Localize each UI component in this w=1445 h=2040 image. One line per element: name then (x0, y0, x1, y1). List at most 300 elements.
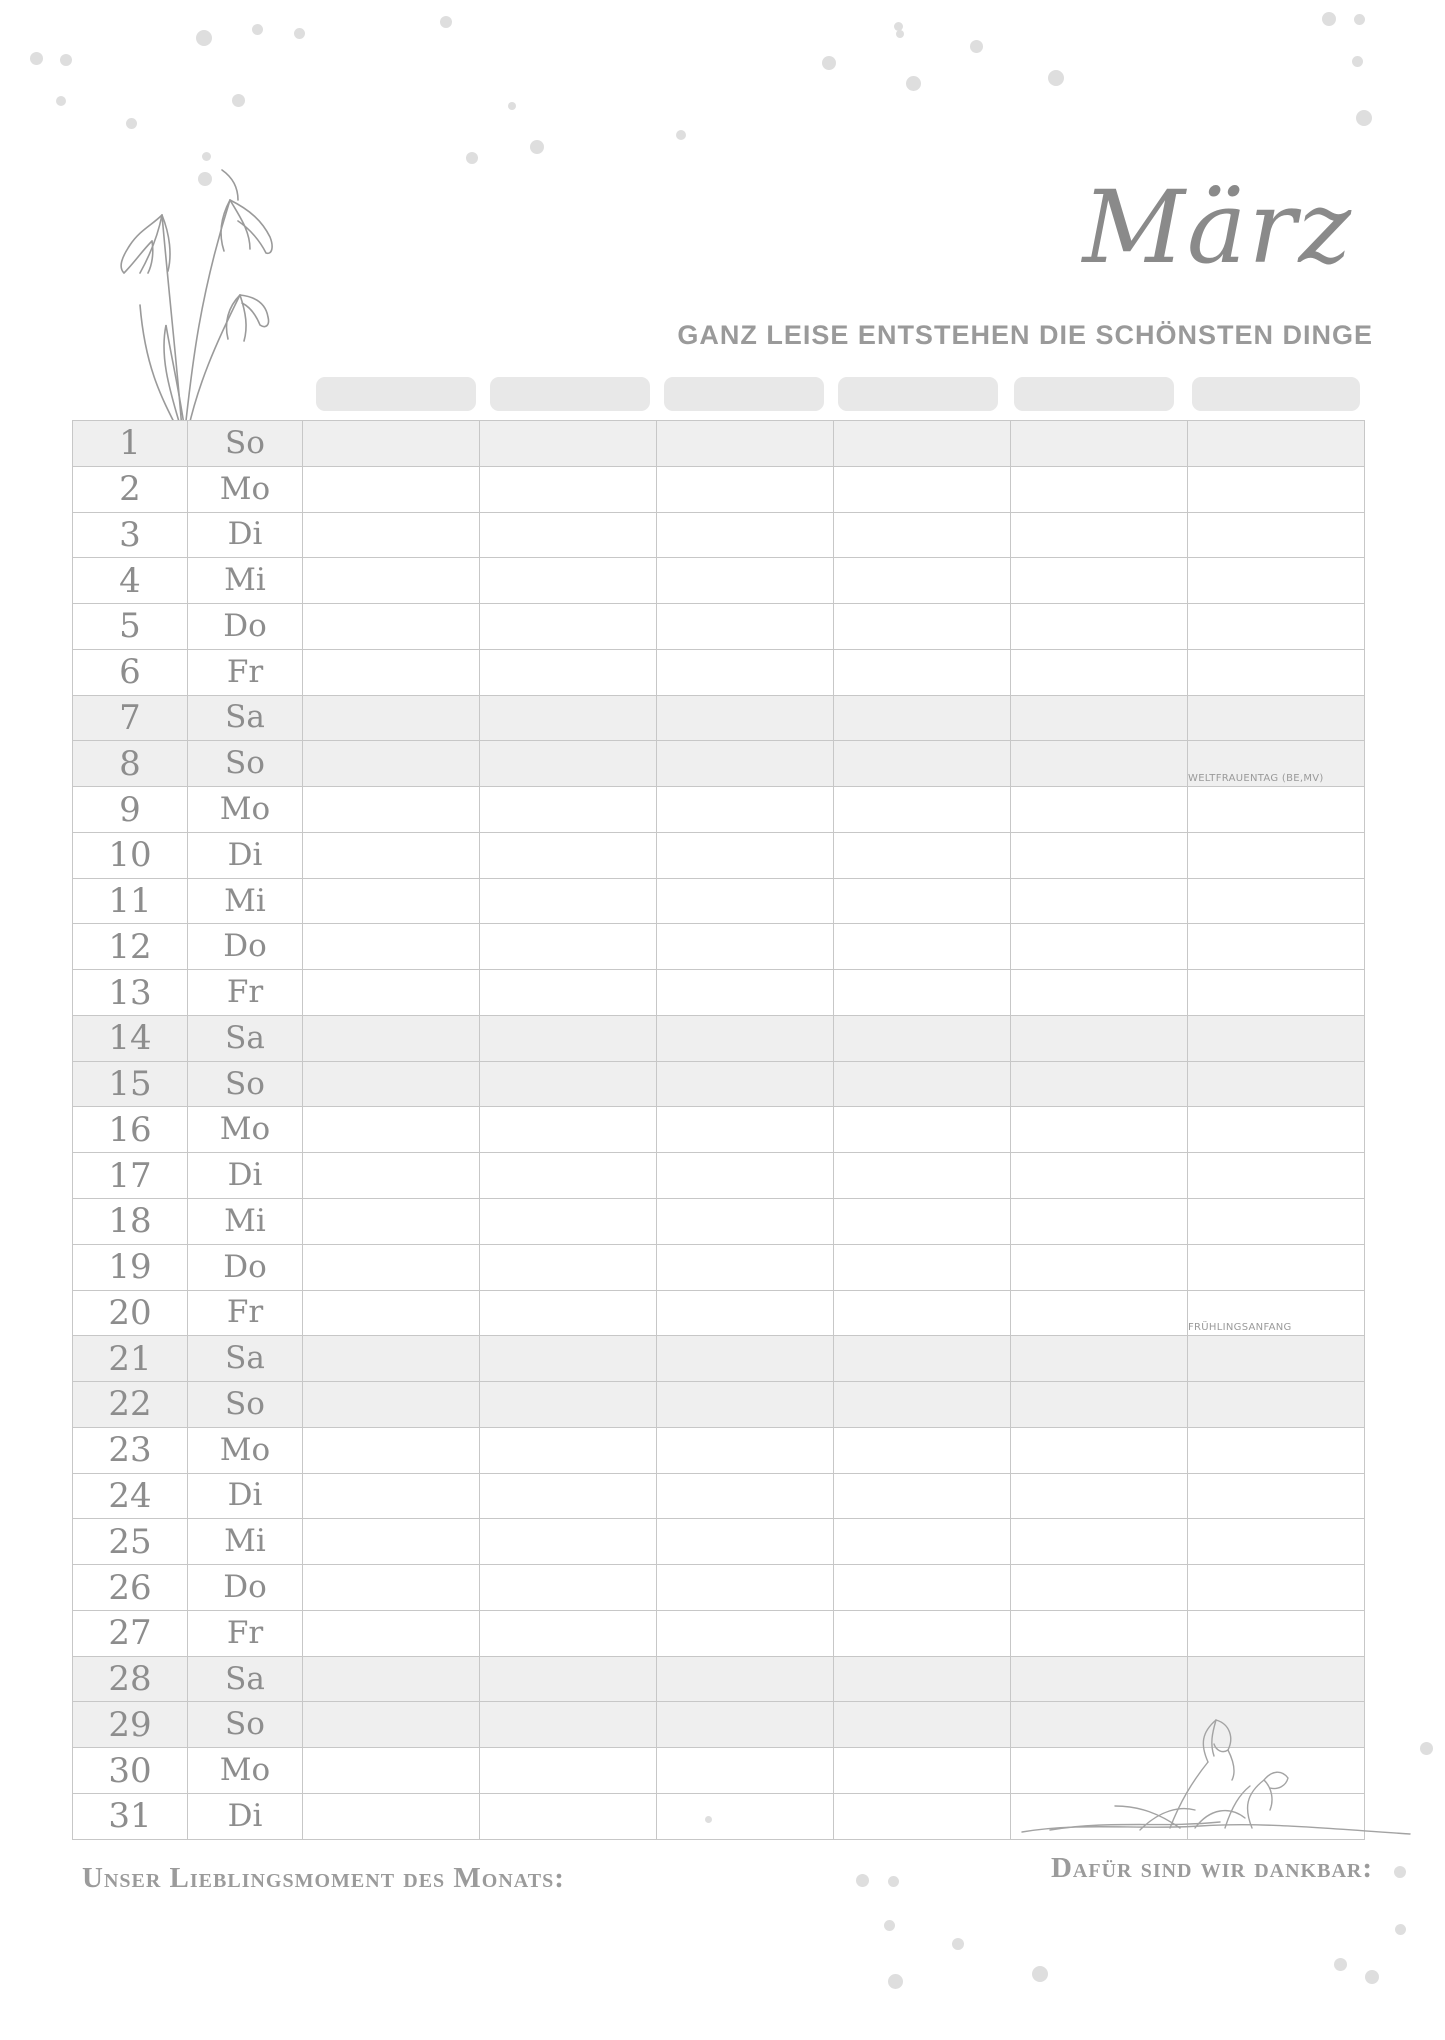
day-number: 11 (73, 878, 188, 924)
entry-cell[interactable] (834, 1107, 1011, 1153)
confetti-dot (508, 102, 516, 110)
entry-cell[interactable] (1011, 604, 1188, 650)
entry-cell[interactable] (1188, 1199, 1365, 1245)
day-number: 8 (73, 741, 188, 787)
entry-cell[interactable] (657, 787, 834, 833)
day-number: 27 (73, 1610, 188, 1656)
entry-cell[interactable] (1011, 1656, 1188, 1702)
entry-cell[interactable] (657, 1702, 834, 1748)
entry-cell[interactable] (1188, 1427, 1365, 1473)
entry-cell[interactable] (657, 1336, 834, 1382)
entry-cell[interactable] (657, 1290, 834, 1336)
entry-cell[interactable] (1011, 558, 1188, 604)
entry-cell[interactable] (834, 924, 1011, 970)
confetti-dot (884, 1920, 895, 1931)
weekday-label: Do (188, 604, 303, 650)
confetti-dot (1365, 1970, 1379, 1984)
entry-cell[interactable] (480, 695, 657, 741)
column-header-box-3[interactable] (664, 377, 824, 411)
entry-cell[interactable] (657, 1748, 834, 1794)
entry-cell[interactable] (1011, 421, 1188, 467)
entry-cell[interactable] (480, 421, 657, 467)
entry-cell[interactable] (303, 878, 480, 924)
entry-cell[interactable] (1188, 421, 1365, 467)
day-row (73, 924, 1365, 970)
entry-cell[interactable] (1011, 649, 1188, 695)
weekday-label: Sa (188, 1336, 303, 1382)
entry-cell[interactable] (480, 604, 657, 650)
entry-cell[interactable] (657, 878, 834, 924)
day-number: 15 (73, 1061, 188, 1107)
entry-cell[interactable] (480, 558, 657, 604)
weekday-label: Sa (188, 1656, 303, 1702)
confetti-dot (252, 24, 263, 35)
entry-cell[interactable] (1188, 1519, 1365, 1565)
column-header-box-2[interactable] (490, 377, 650, 411)
day-row (73, 1656, 1365, 1702)
snowdrop-grass-icon (1020, 1710, 1415, 1840)
entry-cell[interactable] (834, 466, 1011, 512)
day-row (73, 1519, 1365, 1565)
day-number: 10 (73, 832, 188, 878)
day-number: 6 (73, 649, 188, 695)
column-header-box-6[interactable] (1192, 377, 1360, 411)
confetti-dot (1420, 1742, 1433, 1755)
weekday-label: So (188, 1061, 303, 1107)
entry-cell[interactable] (303, 1015, 480, 1061)
day-number: 28 (73, 1656, 188, 1702)
entry-cell[interactable] (480, 1565, 657, 1611)
entry-cell[interactable] (303, 924, 480, 970)
entry-cell[interactable] (657, 1793, 834, 1839)
entry-cell[interactable] (1188, 787, 1365, 833)
entry-cell[interactable] (303, 787, 480, 833)
day-row (73, 421, 1365, 467)
weekday-label: Fr (188, 649, 303, 695)
entry-cell[interactable] (1011, 1107, 1188, 1153)
day-row (73, 1610, 1365, 1656)
day-number: 3 (73, 512, 188, 558)
grateful-label: Dafür sind wir dankbar: (1050, 1852, 1373, 1884)
entry-cell[interactable] (657, 512, 834, 558)
entry-cell[interactable] (657, 695, 834, 741)
entry-cell[interactable] (480, 512, 657, 558)
confetti-dot (530, 140, 544, 154)
day-number: 31 (73, 1793, 188, 1839)
entry-cell[interactable] (480, 832, 657, 878)
entry-cell[interactable] (480, 1519, 657, 1565)
entry-cell[interactable] (657, 970, 834, 1016)
entry-cell[interactable] (303, 741, 480, 787)
day-row (73, 558, 1365, 604)
favorite-moment-label: Unser Lieblingsmoment des Monats: (82, 1862, 565, 1894)
entry-cell[interactable] (834, 1061, 1011, 1107)
entry-cell[interactable] (834, 1656, 1011, 1702)
entry-cell[interactable] (1188, 1061, 1365, 1107)
page-subtitle: GANZ LEISE ENTSTEHEN DIE SCHÖNSTEN DINGE (677, 320, 1373, 350)
entry-cell[interactable] (303, 604, 480, 650)
entry-cell[interactable] (1011, 512, 1188, 558)
confetti-dot (30, 52, 43, 65)
day-row (73, 1199, 1365, 1245)
entry-cell[interactable] (1188, 1015, 1365, 1061)
weekday-label: Mi (188, 558, 303, 604)
day-number: 21 (73, 1336, 188, 1382)
day-number: 26 (73, 1565, 188, 1611)
entry-cell[interactable] (834, 1427, 1011, 1473)
confetti-dot (56, 96, 66, 106)
entry-cell[interactable] (480, 1610, 657, 1656)
weekday-label: Do (188, 1565, 303, 1611)
confetti-dot (1356, 110, 1372, 126)
entry-cell[interactable] (1011, 1153, 1188, 1199)
holiday-note: WELTFRAUENTAG (BE,MV) (1188, 773, 1324, 785)
weekday-label: Di (188, 1793, 303, 1839)
entry-cell[interactable] (657, 1610, 834, 1656)
day-row (73, 1107, 1365, 1153)
entry-cell[interactable] (480, 1244, 657, 1290)
entry-cell[interactable] (834, 695, 1011, 741)
entry-cell[interactable] (1011, 1336, 1188, 1382)
weekday-label: Sa (188, 695, 303, 741)
entry-cell[interactable] (303, 1107, 480, 1153)
entry-cell[interactable] (480, 1107, 657, 1153)
confetti-dot (60, 54, 72, 66)
entry-cell[interactable] (657, 832, 834, 878)
entry-cell[interactable] (657, 421, 834, 467)
entry-cell[interactable] (657, 1061, 834, 1107)
entry-cell[interactable] (480, 1290, 657, 1336)
weekday-label: Do (188, 924, 303, 970)
confetti-dot (888, 1974, 903, 1989)
entry-cell[interactable] (303, 832, 480, 878)
confetti-dot (952, 1938, 964, 1950)
entry-cell[interactable] (834, 1290, 1011, 1336)
entry-cell[interactable] (834, 832, 1011, 878)
entry-cell[interactable] (480, 1793, 657, 1839)
entry-cell[interactable] (1011, 1199, 1188, 1245)
confetti-dot (1352, 56, 1363, 67)
entry-cell[interactable] (834, 512, 1011, 558)
weekday-label: Mi (188, 878, 303, 924)
entry-cell[interactable] (834, 1473, 1011, 1519)
entry-cell[interactable] (480, 1153, 657, 1199)
weekday-label: Fr (188, 970, 303, 1016)
day-number: 13 (73, 970, 188, 1016)
entry-cell[interactable] (1011, 1015, 1188, 1061)
weekday-label: Mo (188, 1427, 303, 1473)
entry-cell[interactable] (1011, 1473, 1188, 1519)
confetti-dot (1354, 14, 1365, 25)
day-row (73, 1244, 1365, 1290)
entry-cell[interactable] (657, 1244, 834, 1290)
entry-cell[interactable] (480, 1015, 657, 1061)
entry-cell[interactable] (480, 466, 657, 512)
weekday-label: Mo (188, 1107, 303, 1153)
entry-cell[interactable] (480, 1336, 657, 1382)
day-number: 12 (73, 924, 188, 970)
entry-cell[interactable] (834, 1153, 1011, 1199)
entry-cell[interactable] (834, 1244, 1011, 1290)
entry-cell[interactable] (303, 1702, 480, 1748)
entry-cell[interactable] (1188, 878, 1365, 924)
day-row (73, 1061, 1365, 1107)
day-number: 20 (73, 1290, 188, 1336)
entry-cell[interactable] (657, 558, 834, 604)
entry-cell[interactable] (657, 1153, 834, 1199)
weekday-label: Fr (188, 1610, 303, 1656)
day-number: 1 (73, 421, 188, 467)
day-row (73, 1290, 1365, 1336)
day-row (73, 604, 1365, 650)
entry-cell[interactable] (303, 1519, 480, 1565)
entry-cell[interactable] (303, 1748, 480, 1794)
entry-cell[interactable] (480, 1061, 657, 1107)
entry-cell[interactable] (480, 1702, 657, 1748)
entry-cell[interactable] (1188, 924, 1365, 970)
entry-cell[interactable] (1188, 1336, 1365, 1382)
entry-cell[interactable] (834, 970, 1011, 1016)
entry-cell[interactable] (657, 1427, 834, 1473)
day-row (73, 1473, 1365, 1519)
entry-cell[interactable] (834, 787, 1011, 833)
entry-cell[interactable] (1011, 878, 1188, 924)
entry-cell[interactable] (834, 1519, 1011, 1565)
snowdrop-flowers-icon (100, 155, 290, 435)
entry-cell[interactable] (1011, 832, 1188, 878)
entry-cell[interactable] (1188, 1382, 1365, 1428)
entry-cell[interactable] (480, 787, 657, 833)
entry-cell[interactable] (657, 466, 834, 512)
entry-cell[interactable] (303, 1336, 480, 1382)
entry-cell[interactable] (303, 1565, 480, 1611)
entry-cell[interactable] (1188, 1610, 1365, 1656)
weekday-label: So (188, 421, 303, 467)
entry-cell[interactable] (1011, 1244, 1188, 1290)
confetti-dot (1334, 1958, 1347, 1971)
entry-cell[interactable] (1188, 649, 1365, 695)
entry-cell[interactable] (303, 1473, 480, 1519)
day-row (73, 466, 1365, 512)
entry-cell[interactable] (834, 558, 1011, 604)
column-header-box-4[interactable] (838, 377, 998, 411)
entry-cell[interactable] (834, 604, 1011, 650)
day-number: 9 (73, 787, 188, 833)
weekday-label: Mo (188, 1748, 303, 1794)
day-number: 29 (73, 1702, 188, 1748)
entry-cell[interactable] (303, 1427, 480, 1473)
day-number: 17 (73, 1153, 188, 1199)
day-row (73, 1382, 1365, 1428)
entry-cell[interactable] (657, 1519, 834, 1565)
weekday-label: Do (188, 1244, 303, 1290)
entry-cell[interactable] (657, 1199, 834, 1245)
day-number: 7 (73, 695, 188, 741)
confetti-dot (1395, 1924, 1406, 1935)
entry-cell[interactable] (303, 970, 480, 1016)
confetti-dot (294, 28, 305, 39)
entry-cell[interactable] (303, 649, 480, 695)
confetti-dot (1394, 1866, 1406, 1878)
calendar-grid (72, 420, 1365, 1840)
entry-cell[interactable] (834, 1336, 1011, 1382)
day-row (73, 787, 1365, 833)
entry-cell[interactable] (1011, 1061, 1188, 1107)
entry-cell[interactable] (1188, 1244, 1365, 1290)
day-number: 22 (73, 1382, 188, 1428)
entry-cell[interactable] (480, 1199, 657, 1245)
entry-cell[interactable] (1011, 695, 1188, 741)
entry-cell[interactable] (1188, 1107, 1365, 1153)
day-row (73, 1153, 1365, 1199)
entry-cell[interactable] (480, 1748, 657, 1794)
entry-cell[interactable] (657, 604, 834, 650)
entry-cell[interactable] (303, 512, 480, 558)
day-number: 5 (73, 604, 188, 650)
entry-cell[interactable] (834, 1565, 1011, 1611)
entry-cell[interactable] (303, 1061, 480, 1107)
entry-cell[interactable] (303, 1290, 480, 1336)
entry-cell[interactable] (480, 924, 657, 970)
entry-cell[interactable] (834, 1015, 1011, 1061)
entry-cell[interactable] (1011, 787, 1188, 833)
day-number: 2 (73, 466, 188, 512)
entry-cell[interactable] (1011, 1427, 1188, 1473)
entry-cell[interactable] (834, 1382, 1011, 1428)
entry-cell[interactable] (480, 1382, 657, 1428)
entry-cell[interactable] (657, 1473, 834, 1519)
entry-cell[interactable] (480, 878, 657, 924)
entry-cell[interactable] (1011, 1290, 1188, 1336)
day-row (73, 832, 1365, 878)
entry-cell[interactable] (834, 1793, 1011, 1839)
entry-cell[interactable] (834, 1199, 1011, 1245)
column-header-box-5[interactable] (1014, 377, 1174, 411)
day-number: 25 (73, 1519, 188, 1565)
entry-cell[interactable] (657, 1107, 834, 1153)
entry-cell[interactable] (480, 649, 657, 695)
entry-cell[interactable] (303, 466, 480, 512)
day-row (73, 1336, 1365, 1382)
entry-cell[interactable] (657, 924, 834, 970)
entry-cell[interactable] (1188, 1473, 1365, 1519)
weekday-label: Di (188, 832, 303, 878)
entry-cell[interactable] (1011, 970, 1188, 1016)
entry-cell[interactable] (1011, 924, 1188, 970)
confetti-dot (440, 16, 452, 28)
day-number: 30 (73, 1748, 188, 1794)
entry-cell[interactable] (657, 1382, 834, 1428)
confetti-dot (232, 94, 245, 107)
entry-cell[interactable] (657, 1656, 834, 1702)
day-row (73, 695, 1365, 741)
entry-cell[interactable] (1188, 695, 1365, 741)
entry-cell[interactable] (1011, 1565, 1188, 1611)
entry-cell[interactable] (480, 1427, 657, 1473)
entry-cell[interactable] (1188, 1153, 1365, 1199)
entry-cell[interactable] (1188, 832, 1365, 878)
weekday-label: Di (188, 1473, 303, 1519)
entry-cell[interactable] (303, 1244, 480, 1290)
entry-cell[interactable] (834, 878, 1011, 924)
entry-cell[interactable] (303, 558, 480, 604)
entry-cell[interactable] (303, 1610, 480, 1656)
day-number: 23 (73, 1427, 188, 1473)
entry-cell[interactable] (1011, 1610, 1188, 1656)
day-row (73, 1427, 1365, 1473)
day-number: 19 (73, 1244, 188, 1290)
entry-cell[interactable] (303, 1153, 480, 1199)
holiday-note: FRÜHLINGSANFANG (1188, 1322, 1292, 1334)
confetti-dot (196, 30, 212, 46)
entry-cell[interactable] (834, 1702, 1011, 1748)
entry-cell[interactable] (1011, 466, 1188, 512)
confetti-dot (906, 76, 921, 91)
entry-cell[interactable] (1011, 741, 1188, 787)
day-number: 14 (73, 1015, 188, 1061)
entry-cell[interactable] (480, 741, 657, 787)
column-header-box-1[interactable] (316, 377, 476, 411)
confetti-dot (1322, 12, 1336, 26)
weekday-label: Di (188, 1153, 303, 1199)
entry-cell[interactable] (480, 1656, 657, 1702)
confetti-dot (888, 1876, 899, 1887)
day-row (73, 512, 1365, 558)
confetti-dot (970, 40, 983, 53)
entry-cell[interactable] (657, 1015, 834, 1061)
day-number: 16 (73, 1107, 188, 1153)
day-row (73, 741, 1365, 787)
entry-cell[interactable] (657, 1565, 834, 1611)
entry-cell[interactable] (1188, 970, 1365, 1016)
page-title: März (1082, 169, 1353, 286)
day-row (73, 878, 1365, 924)
entry-cell[interactable] (1011, 1382, 1188, 1428)
weekday-label: Mi (188, 1519, 303, 1565)
entry-cell[interactable] (303, 1656, 480, 1702)
entry-cell[interactable] (1188, 1656, 1365, 1702)
entry-cell[interactable] (834, 1610, 1011, 1656)
entry-cell[interactable] (1188, 604, 1365, 650)
entry-cell[interactable] (657, 741, 834, 787)
weekday-label: Mo (188, 787, 303, 833)
entry-cell[interactable] (1188, 1565, 1365, 1611)
entry-cell[interactable] (834, 649, 1011, 695)
entry-cell[interactable] (1188, 558, 1365, 604)
entry-cell[interactable] (303, 1382, 480, 1428)
entry-cell[interactable] (1188, 466, 1365, 512)
entry-cell[interactable] (1011, 1519, 1188, 1565)
entry-cell[interactable] (303, 695, 480, 741)
day-row (73, 1565, 1365, 1611)
entry-cell[interactable] (834, 1748, 1011, 1794)
weekday-label: Di (188, 512, 303, 558)
entry-cell[interactable] (480, 1473, 657, 1519)
entry-cell[interactable] (303, 1793, 480, 1839)
entry-cell[interactable] (480, 970, 657, 1016)
entry-cell[interactable] (1188, 512, 1365, 558)
entry-cell[interactable] (1188, 1290, 1365, 1336)
weekday-label: Mo (188, 466, 303, 512)
day-row (73, 1015, 1365, 1061)
weekday-label: So (188, 1382, 303, 1428)
entry-cell[interactable] (834, 421, 1011, 467)
entry-cell[interactable] (303, 421, 480, 467)
entry-cell[interactable] (834, 741, 1011, 787)
entry-cell[interactable] (303, 1199, 480, 1245)
entry-cell[interactable] (1188, 741, 1365, 787)
entry-cell[interactable] (657, 649, 834, 695)
